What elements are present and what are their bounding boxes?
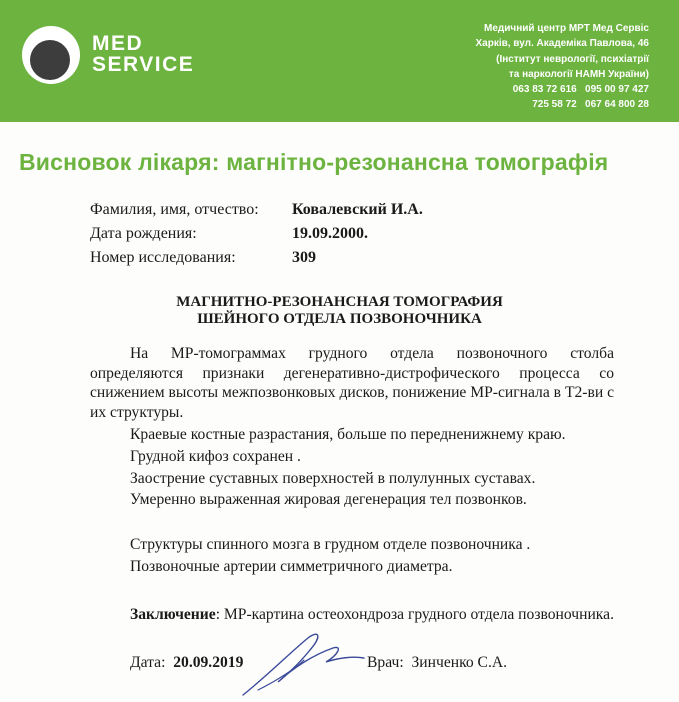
patient-dob-value: 19.09.2000.	[292, 225, 368, 242]
clinic-header	[0, 0, 679, 122]
patient-name-row	[90, 198, 423, 222]
intro-paragraph: На МР-томограммах грудного отдела позвоночного столба определяются признаки дегенеративно-дистрофического процесса со снижением высоты межпозвонковых дисков, понижение МР-сигнала в Т2-ви с их структуры.	[90, 345, 614, 421]
clinic-contact-block	[475, 21, 649, 113]
study-number-label: Номер исследования:	[90, 249, 236, 266]
doctor-signature-line	[367, 654, 507, 672]
paragraph-gap	[90, 511, 614, 534]
finding-line: Позвоночные артерии симметричного диаметра.	[130, 557, 453, 575]
finding-line: Заострение суставных поверхностей в полулунных суставах.	[130, 469, 536, 487]
report-body	[90, 344, 614, 578]
patient-dob-row	[90, 222, 423, 246]
contact-institute-1: (Інститут неврології, психіатрії	[496, 53, 649, 65]
report-date	[130, 654, 243, 672]
study-number-value: 309	[292, 249, 316, 266]
doctor-signature	[238, 620, 368, 700]
finding-line: Умеренно выраженная жировая дегенерация тел позвонков.	[130, 491, 527, 509]
clinic-brand-name	[92, 33, 194, 75]
logo-inner-circle	[30, 40, 70, 80]
patient-info	[90, 198, 423, 270]
study-title	[0, 294, 679, 328]
study-number-row	[90, 246, 423, 270]
contact-phones-2: 725 58 72 067 64 800 28	[532, 99, 649, 111]
finding-line: Структуры спинного мозга в грудном отделе позвоночника .	[130, 536, 531, 554]
study-title-line-2: ШЕЙНОГО ОТДЕЛА ПОЗВОНОЧНИКА	[197, 311, 482, 327]
finding-line: Грудной кифоз сохранен .	[130, 447, 301, 465]
doctor-label: Врач:	[367, 654, 404, 671]
patient-dob-label: Дата рождения:	[90, 225, 197, 242]
contact-institute-2: та наркології НАМН України)	[508, 68, 649, 80]
date-label: Дата:	[130, 654, 166, 671]
brand-line-1: MED	[92, 32, 144, 55]
patient-name-value: Ковалевский И.А.	[292, 201, 423, 218]
contact-phones-1: 063 83 72 616 095 00 97 427	[512, 84, 649, 96]
finding-line: Краевые костные разрастания, больше по передненижнему краю.	[130, 426, 566, 443]
brand-line-2: SERVICE	[92, 53, 195, 76]
conclusion-label: Заключение	[130, 606, 216, 623]
doctor-name: Зинченко С.А.	[411, 654, 508, 671]
signature-stroke	[243, 634, 364, 695]
study-title-line-1: МАГНИТНО-РЕЗОНАНСНАЯ ТОМОГРАФИЯ	[176, 294, 503, 310]
document-title: Висновок лікаря: магнітно-резонансна томографія	[19, 149, 609, 175]
contact-clinic-name: Медичний центр МРТ Мед Сервіс	[484, 23, 649, 34]
date-value: 20.09.2019	[173, 654, 244, 671]
patient-name-label: Фамилия, имя, отчество:	[90, 201, 259, 218]
clinic-logo-icon	[22, 26, 80, 84]
conclusion-text: : МР-картина остеохондроза грудного отдела позвоночника.	[215, 606, 614, 623]
contact-address: Харків, вул. Академіка Павлова, 46	[475, 38, 649, 50]
conclusion	[130, 606, 614, 624]
